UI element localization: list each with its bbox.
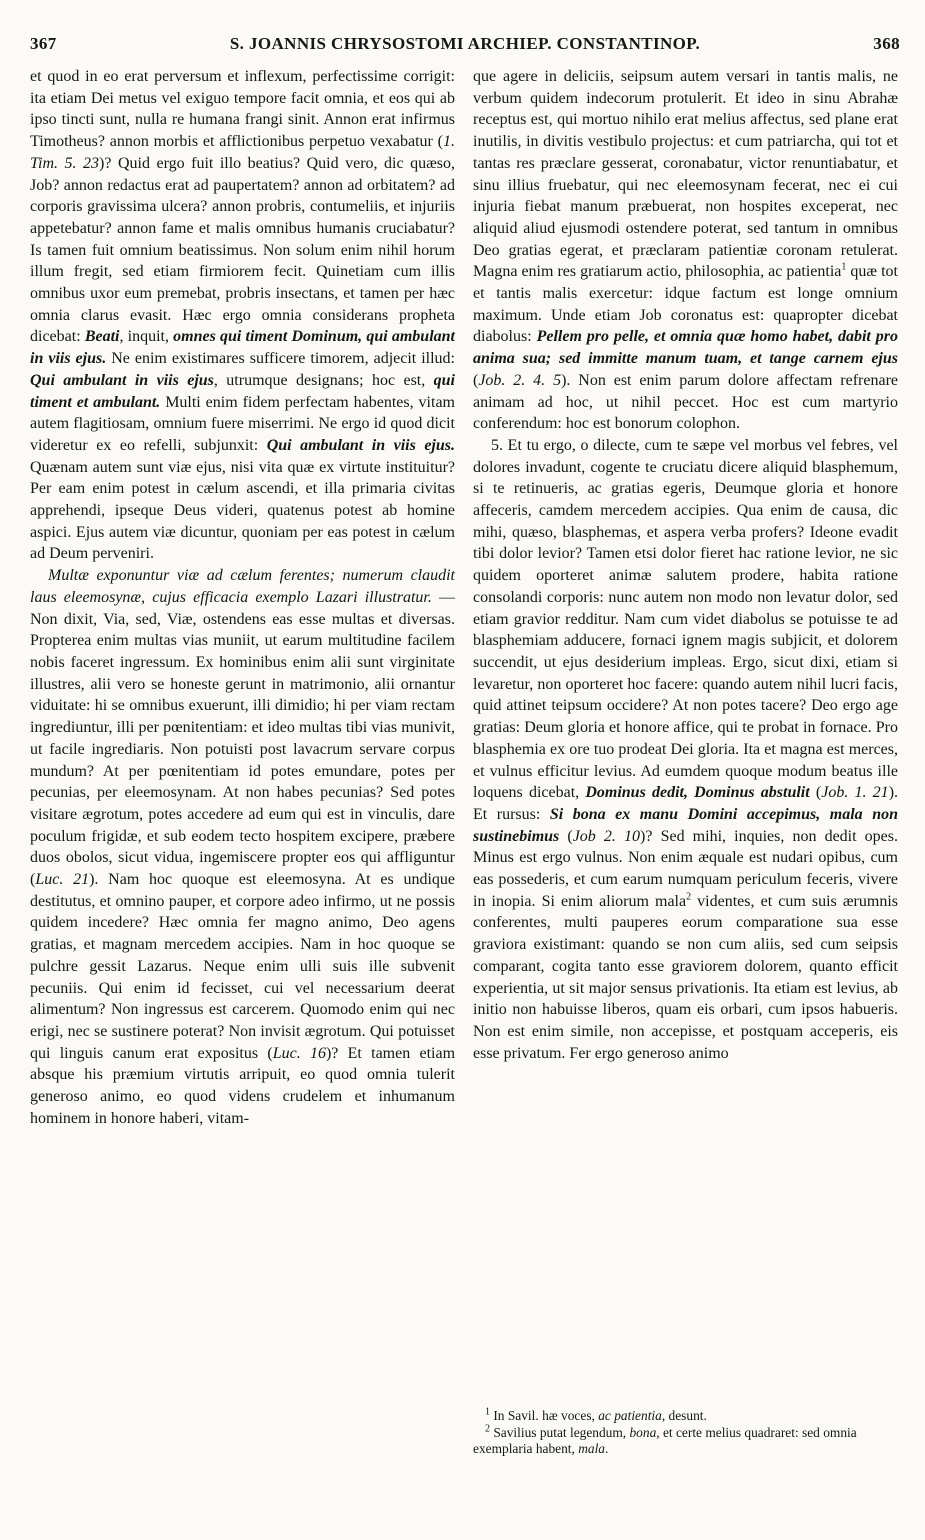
paragraph: que agere in deliciis, seipsum autem versari in tantis malis, ne verbum quidem indecorum protulerit. Et ideo in sinu Abrahæ receptus est, qui mortuo nihilo erat melius affectus, sed plane erat inutilis, in divitis vestibulo projectus: et cum patriarcha, qui tot et tantas res præclare gesserat, coronabatur, victor renuntiabatur, et sinu illius fruebatur, qui nec eleemosynam fecerat, nec ei cui injuria fiebat manum præbuerat, non hospites exceperat, nec aliquid aliud ejusmodi ostendere poterat, sed tantum in omnibus Deo gratias egerat, et præclaram patientiæ coronam retulerat. Magna enim res gratiarum actio, philosophia, ac patientia$^1$ quæ tot et tantis malis exercetur: idque factum est longe omnium maximum. Unde etiam Job coronatus est: quapropter dicebat diabolus: Pellem pro pelle, et omnia quæ homo habet, dabit pro anima sua; sed immitte manum tuam, et tange carnem ejus (Job. 2. 4. 5). Non est enim parum dolore affectam refrenare animam ad hoc, ut nihil peccet. Hoc est cum martyrio conferendum: hoc est bonorum colophon. bbox=[473, 68, 899, 433]
scripture-ref: Luc. 16 bbox=[272, 1044, 326, 1062]
paragraph: Multæ exponuntur viæ ad cælum ferentes; numerum claudit laus eleemosynæ, cujus efficacia exemplo Lazari illustratur. — Non dixit, Via, sed, Viæ, ostendens eas esse multas et diversas. Propterea enim multas vias muniit, ut earum multitudine facilem nobis faceret ingressum. Ex hominibus enim alii sunt virginitate illustres, alii vero se honeste gerunt in matrimonio, alii ornantur viduitate: hi se omnibus exuerunt, illi dimidio; hi per viam rectam ingrediuntur, illi per pœnitentiam: et ideo multas tibi vias munivit, ut facile ingrediaris. Non potuisti post lavacrum servare corpus mundum? At per pœnitentiam id potes emundare, potes per pecunias, per eleemosynam. At non habes pecunias? Sed potes visitare ægrotum, potes accedere ad eum qui est in vinculis, dare poculum frigidæ, et sub eodem tecto hospitem excipere, præbere duos obolos, sicut vidua, ingemiscere propter eos qui affliguntur (Luc. 21). Nam hoc quoque est eleemosyna. At es undique destitutus, et omnino pauper, et corpore adeo infirmo, ut ne possis quidem incedere? Hæc omnia fer magno animo, Deo agens gratias, et magnam mercedem accipies. Nam in hoc quoque se pulchre gessit Lazarus. Neque enim ulli suis ille subvenit pecuniis. Qui enim id fecisset, cui vel necessarium deerat alimentum? Non ingressus est carcerem. Quomodo enim qui nec erigi, nec se sustinere poterat? Non invisit ægrotum. Qui potuisset qui linguis canum erat expositus (Luc. 16)? Et tamen etiam absque his præmium virtutis arripuit, eo quod omnia tulerit generoso animo, eo quod videns crudelem et inhumanum hominem in honore haberi, vitam- bbox=[30, 567, 456, 1127]
left-column bbox=[30, 66, 455, 1129]
footnotes bbox=[473, 1408, 898, 1458]
right-column bbox=[473, 66, 898, 1064]
section-summary: Multæ exponuntur viæ ad cælum ferentes; numerum claudit laus eleemosynæ, cujus efficacia exemplo Lazari illustratur. bbox=[30, 567, 455, 606]
running-title: S. JOANNIS CHRYSOSTOMI ARCHIEP. CONSTANTINOP. bbox=[229, 34, 701, 53]
running-header bbox=[30, 34, 900, 62]
scripture-ref: Luc. 21 bbox=[35, 871, 90, 889]
scripture-quote: Si bona ex manu Domini accepimus, mala non sustinebimus bbox=[473, 805, 898, 845]
left-page-number: 367 bbox=[30, 34, 57, 53]
footnote: $^2$ Savilius putat legendum, bona, et certe melius quadraret: sed omnia exemplaria habent, mala. bbox=[473, 1423, 857, 1456]
footnote-marker: 2 bbox=[686, 891, 692, 903]
paragraph: 5. Et tu ergo, o dilecte, cum te sæpe vel morbus vel febres, vel dolores invadunt, cogente te cruciatu dicere aliquid blasphemum, si te retinueris, ac gratias egeris, Deumque gloria et honore affeceris, camdem mercedem accipies. Qua enim de causa, dic mihi, quæso, blasphemas, et aspera verba profers? Ideone evadit tibi dolor levior? Tamen etsi dolor fieret hac ratione levior, ne sic quidem oporteret animæ salutem prodere, habita ratione consolandi corporis: nunc autem non modo non levatur dolor, sed etiam gravior redditur. Nam cum videt diabolus se potuisse te ad blasphemiam adducere, fornaci ignem magis subjicit, et dolorem succendit, ut ejus desiderium impleas. Ergo, sicut dixi, etiam si levaretur, non oporteret hoc facere: quando autem nihil lucri facis, quid attinet teipsum occidere? At non potes tacere? Deo ergo age gratias: Deum gloria et honore affice, qui te probat in fornace. Pro blasphemia ex ore tuo prodeat Dei gloria. Ita et magna est merces, et vulnus efficitur levius. Ad eumdem quoque modum beatus ille loquens dicebat, Dominus dedit, Dominus abstulit (Job. 1. 21). Et rursus: Si bona ex manu Domini accepimus, mala non sustinebimus (Job 2. 10)? Sed mihi, inquies, non dedit opes. Minus est ergo vulnus. Non enim æquale est nudari opibus, cum eas possederis, et cum earum numquam periculum feceris, vivere in inopia. Si enim aliorum mala$^2$ videntes, et cum suis ærumnis conferentes, multi pauperes eorum comparatione sua esse graviora existimant: quando se non cum aliis, sed cum seipsis comparant, cogita tanto esse graviorem dolorem, quanto efficit experientia, ut sit major sensus privationis. Ita etiam est levius, ab initio non habuisse liberos, quam eis orbari, cum ipsos habueris. Non est enim simile, non accepisse, et postquam acceperis, eis esse privatum. Fer ergo generoso animo bbox=[473, 436, 899, 1062]
scripture-ref: Job 2. 10 bbox=[572, 827, 641, 845]
scripture-quote: qui timent et ambulant. bbox=[30, 371, 455, 411]
footnote: $^1$ In Savil. hæ voces, ac patientia, desunt. bbox=[485, 1406, 707, 1423]
scripture-quote: Dominus dedit, Dominus abstulit bbox=[585, 784, 810, 802]
scripture-ref: Job. 1. 21 bbox=[821, 784, 889, 802]
scripture-ref: Job. 2. 4. 5 bbox=[478, 371, 562, 389]
scripture-quote: Beati bbox=[84, 328, 120, 346]
scripture-quote: omnes qui timent Dominum, qui ambulant in viis ejus. bbox=[30, 328, 455, 368]
paragraph: et quod in eo erat perversum et inflexum, perfectissime corrigit: ita etiam Dei metus vel exiguo tempore facit omnia, et eos qui ab ipso tincti sunt, nulla re humana frangi sinit. Annon erat infirmus Timotheus? annon morbis et afflictionibus perpetuo vexabatur (1. Tim. 5. 23)? Quid ergo fuit illo beatius? Quid vero, dic quæso, Job? annon redactus erat ad paupertatem? annon ad orbitatem? ad corporis gravissima ulcera? annon probris, contumeliis, et injuriis appetebatur? annon fame et malis omnibus humanis cruciabatur? Is tamen fuit omnium beatissimus. Non solum enim nihil horum illum fregit, sed etiam firmiorem fecit. Quinetiam cum illis omnibus uxor eum premebat, probris insectans, et tamen per hæc omnia clarus evasit. Hæc ergo omnia considerans propheta dicebat: Beati, inquit, omnes qui timent Dominum, qui ambulant in viis ejus. Ne enim existimares sufficere timorem, adjecit illud: Qui ambulant in viis ejus, utrumque designans; hoc est, qui timent et ambulant. Multi enim fidem perfectam habentes, vitam autem flagitiosam, omnium fuere miserrimi. Ne ergo id quod dicit videretur ex eo refelli, subjunxit: Qui ambulant in viis ejus. Quænam autem sunt viæ ejus, nisi vita quæ ex virtute instituitur? Per eam enim potest in cælum ascendi, et illa primaria civitas apprehendi, ipseque Deus videri, quatenus potest ab homine aspici. Ejus autem viæ dicuntur, quoniam per eas potest in cælum ad Deum perveniri. bbox=[30, 68, 456, 563]
footnote-marker: 1 bbox=[841, 262, 847, 273]
scripture-quote: Qui ambulant in viis ejus bbox=[30, 371, 214, 389]
right-page-number: 368 bbox=[873, 34, 900, 53]
scripture-quote: Qui ambulant in viis ejus. bbox=[266, 436, 456, 454]
scripture-quote: Pellem pro pelle, et omnia quæ homo habet, dabit pro anima sua; sed immitte manum tuam, et tange carnem ejus bbox=[473, 328, 899, 368]
scripture-ref: 1. Tim. 5. 23 bbox=[30, 133, 455, 172]
